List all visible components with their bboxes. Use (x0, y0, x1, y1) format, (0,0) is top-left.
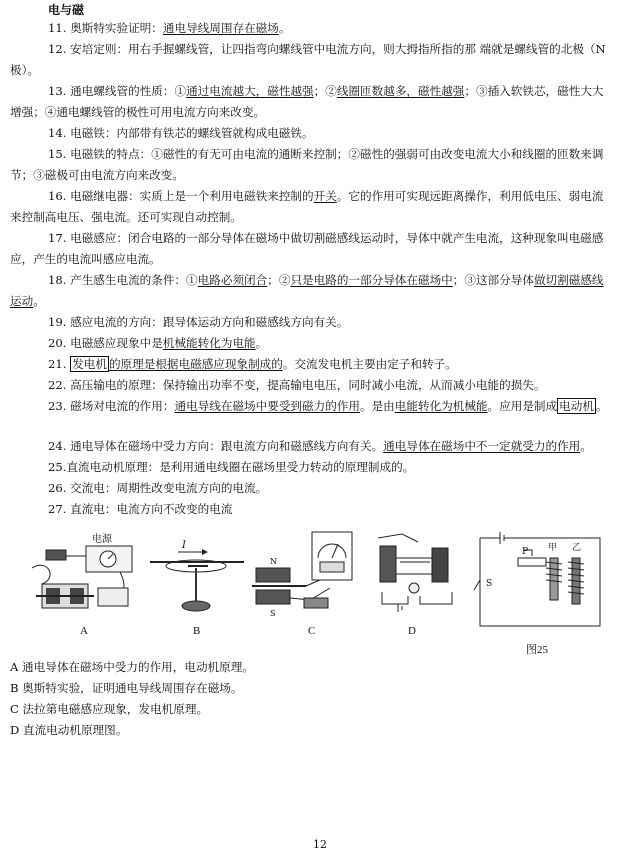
apparatus-a-illustration (28, 528, 146, 620)
n-pole-label: N (270, 557, 277, 566)
item-11: 11. 奥斯特实验证明：通电导线周围存在磁场。 (48, 21, 291, 35)
label-d: D (408, 625, 416, 637)
label-c: C (308, 625, 316, 637)
current-label: I (182, 540, 186, 551)
label-b: B (193, 625, 201, 637)
p-label: P (522, 547, 529, 557)
section-title: 电与磁 (48, 3, 85, 17)
item-27: 27. 直流电：电流方向不改变的电流 (48, 502, 233, 516)
power-label: 电源 (92, 534, 112, 545)
item-20: 20. 电磁感应现象中是机械能转化为电能。 (48, 336, 268, 350)
item-25: 25.直流电动机原理：是利用通电线圈在磁场里受力转动的原理制成的。 (48, 460, 415, 474)
note-a: A 通电导体在磁场中受力的作用，电动机原理。 (10, 660, 254, 674)
item-15-line2: 节；③磁极可由电流方向来改变。 (10, 168, 184, 182)
item-23: 23. 磁场对电流的作用：通电导线在磁场中要受到磁力的作用。是由电能转化为机械能。应用是制成 电动机 。 (48, 399, 608, 413)
note-b: B 奥斯特实验，证明通电导线周围存在磁场。 (10, 681, 243, 695)
figure-25-caption: 图25 (526, 644, 548, 656)
item-19: 19. 感应电流的方向：跟导体运动方向和磁感线方向有关。 (48, 315, 349, 329)
note-c: C 法拉第电磁感应现象，发电机原理。 (10, 702, 209, 716)
label-a: A (80, 625, 88, 637)
s-switch-label: S (486, 579, 493, 589)
jia-label: 甲 (548, 543, 558, 553)
item-13-line1: 13. 通电螺线管的性质：①通过电流越大，磁性越强；②线圈匝数越多，磁性越强；③插入软铁芯，磁性大大 (48, 84, 604, 98)
apparatus-c-illustration (250, 528, 370, 620)
figure-25-circuit (464, 528, 612, 636)
item-16-line1: 16. 电磁继电器：实质上是一个利用电磁铁来控制的开关。它的作用可实现远距离操作，利用低电压、弱电流 (48, 189, 604, 203)
item-22: 22. 高压输电的原理：保持输出功率不变，提高输电电压，同时减小电流，从而减小电能的损失。 (48, 378, 546, 392)
item-12-line2: 极）。 (10, 63, 39, 77)
item-15-line1: 15. 电磁铁的特点：①磁性的有无可由电流的通断来控制；②磁性的强弱可由改变电流大小和线圈的匝数来调 (48, 147, 604, 161)
item-17-line2: 应，产生的电流叫感应电流。 (10, 252, 161, 266)
note-d: D 直流电动机原理图。 (10, 723, 128, 737)
item-21: 21. 发电机 的原理是根据电磁感应现象制成的。交流发电机主要由定子和转子。 (48, 357, 457, 371)
item-12-line1: 12. 安培定则：用右手握螺线管，让四指弯向螺线管中电流方向，则大拇指所指的那 端就是螺线管的北极（N (48, 42, 606, 56)
item-16-line2: 来控制高电压、强电流。还可实现自动控制。 (10, 210, 242, 224)
item-14: 14. 电磁铁：内部带有铁芯的螺线管就构成电磁铁。 (48, 126, 314, 140)
yi-label: 乙 (572, 543, 582, 553)
item-17-line1: 17. 电磁感应：闭合电路的一部分导体在磁场中做切割磁感线运动时，导体中就产生电流，这种现象叫电磁感 (48, 231, 604, 245)
apparatus-b-illustration (148, 528, 248, 620)
apparatus-d-illustration (374, 528, 460, 620)
item-24: 24. 通电导体在磁场中受力方向：跟电流方向和磁感线方向有关。通电导体在磁场中不一定就受力的作用。 (48, 439, 592, 453)
item-13-line2: 增强；④通电螺线管的极性可用电流方向来改变。 (10, 105, 266, 119)
item-18-line2: 运动。 (10, 294, 45, 308)
item-18-line1: 18. 产生感生电流的条件：①电路必须闭合；②只是电路的一部分导体在磁场中；③这部分导体做切割磁感线 (48, 273, 604, 287)
page-number: 12 (313, 838, 327, 851)
item-26: 26. 交流电：周期性改变电流方向的电流。 (48, 481, 268, 495)
figure-strip (0, 528, 640, 658)
s-pole-label: S (270, 609, 276, 618)
